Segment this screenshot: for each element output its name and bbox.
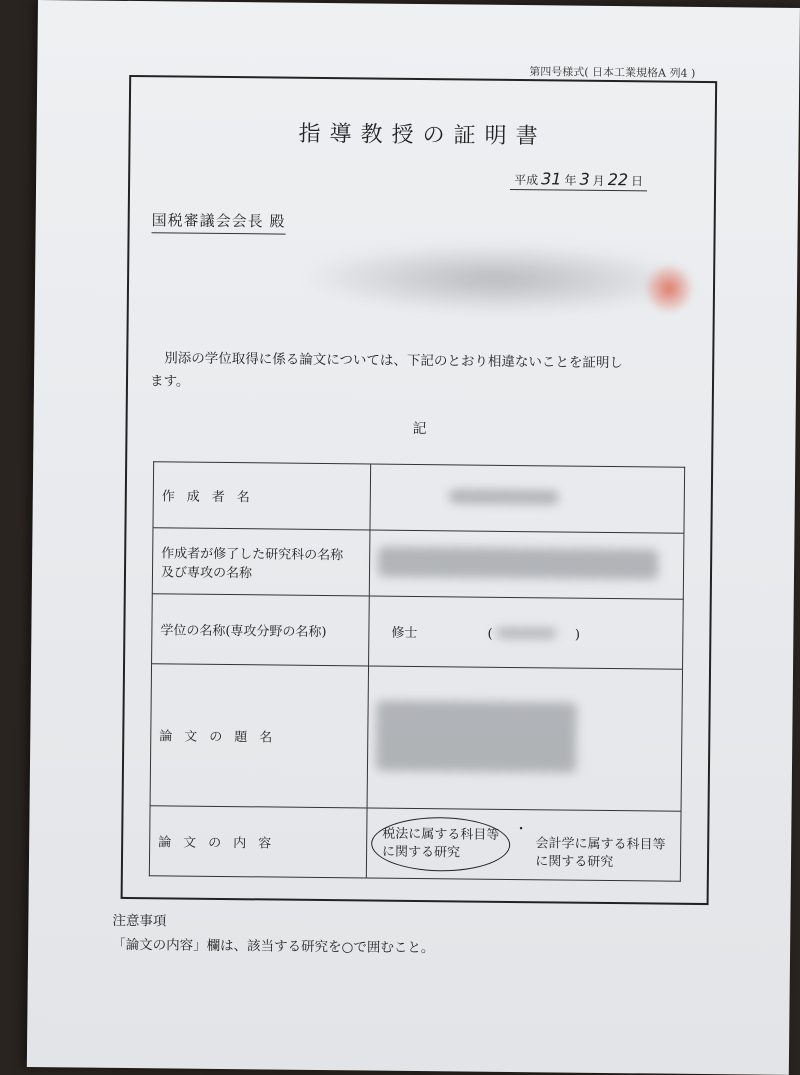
degree-label: 学位の名称(専攻分野の名称) [160, 623, 327, 641]
date-year-unit: 年 [564, 173, 577, 188]
content-value-cell [366, 808, 681, 881]
accounting-option-line-2: に関する研究 [535, 854, 614, 871]
date-month-unit: 月 [592, 173, 605, 188]
ki-heading: 記 [412, 420, 427, 438]
page-title: 指導教授の証明書 [298, 121, 547, 150]
date-day: 22 [607, 169, 629, 190]
statement-line-1: 別添の学位取得に係る論文については、下記のとおり相違ないことを証明し [164, 350, 624, 372]
degree-value: 修士 [391, 625, 418, 642]
date-year: 31 [541, 169, 562, 189]
date-day-unit: 日 [631, 174, 644, 189]
dept-label-line-2: 及び専攻の名称 [160, 564, 253, 581]
paper-sheet [27, 0, 800, 1075]
tax-option-line-1: 税法に属する科目等 [382, 826, 500, 843]
author-label: 作成者名 [161, 489, 262, 506]
info-table [149, 461, 685, 882]
dept-value-cell [369, 530, 684, 599]
redacted-thesis-title [376, 700, 577, 772]
degree-value-cell [369, 596, 684, 669]
accounting-option-line-1: 会計学に属する科目等 [535, 836, 666, 853]
accounting-option [535, 835, 665, 872]
option-separator: ・ [514, 821, 528, 837]
form-id: 第四号様式( 日本工業規格A 列4 ) [529, 65, 696, 80]
redacted-signatory [299, 241, 695, 317]
title-label-cell [150, 664, 368, 808]
redacted-department [378, 546, 658, 579]
addressee: 国税審議会会長 殿 [152, 209, 286, 234]
table-row [152, 528, 684, 600]
table-row [150, 664, 682, 812]
title-value-cell [367, 666, 682, 811]
redacted-author [449, 489, 559, 504]
date-month: 3 [579, 169, 590, 189]
degree-label-cell [152, 594, 370, 666]
redacted-field [497, 628, 557, 639]
table-row [149, 806, 681, 882]
title-label: 論文の題名 [159, 729, 285, 746]
author-value-cell [370, 464, 685, 533]
notes-text: 「論文の内容」欄は、該当する研究を○で囲むこと。 [112, 936, 435, 957]
tax-option-line-2: に関する研究 [382, 844, 461, 860]
table-row [152, 594, 684, 670]
statement-line-2: ます。 [149, 373, 190, 390]
date-era: 平成 [514, 172, 539, 188]
content-label: 論文の内容 [158, 835, 284, 852]
dept-label-cell [152, 528, 370, 596]
certificate-frame [121, 75, 718, 905]
degree-paren-close: ) [574, 627, 581, 643]
notes-heading: 注意事項 [112, 912, 167, 930]
selected-option-circle [371, 816, 511, 871]
seal-stamp [644, 262, 695, 315]
table-row [153, 462, 685, 534]
issue-date [510, 169, 647, 191]
author-label-cell [153, 462, 371, 530]
certification-statement [150, 347, 700, 399]
degree-paren-open: ( [487, 626, 493, 642]
notes-section [112, 909, 435, 960]
dept-label-line-1: 作成者が修了した研究科の名称 [161, 545, 344, 563]
content-label-cell [149, 806, 367, 878]
